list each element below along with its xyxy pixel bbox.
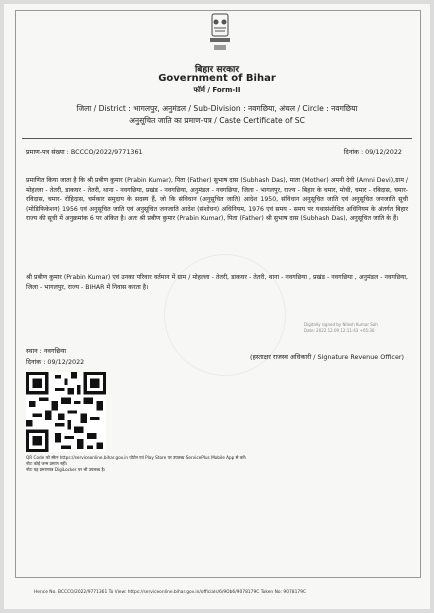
qr-note-line-3: नोटः यह प्रमाणपत्र DigiLocker पर भी उपलब्ध है। [26, 467, 106, 472]
issue-place: स्थान : नवगछिया [26, 347, 67, 355]
qr-code-icon [26, 372, 106, 452]
digital-signature [304, 322, 378, 334]
certificate-date: दिनांक : 09/12/2022 [343, 148, 402, 156]
form-number: फॉर्म / Form-II [193, 86, 241, 94]
certificate-paragraph-1: प्रमाणित किया जाता है कि श्री प्रबीण कुमार (Prabin Kumar), पिता (Father) सुभाष दास (Subhash Das), माता (Mother) अमनी देवी (Amni Devi),ग्राम / मोहल्ला - तेतरी, डाकघर - तेतरी, थाना - नवगछिया, प्रखंड - नवगछिया, अनुमंडल - नवगछिया, जिला - भागलपुर, राज्य - बिहार के चमार, मोची, चमार - रबिदास, चमार-रविदास, चमार- रोहिदास, चर्मकार समुदाय के सदस्य हैं, जो कि संविधान (अनुसूचित जाति) आदेश 1950, संविधान अनुसूचित जाति एवं अनुसूचित जनजाति सूची (मोडिफिकेशन) 1956 एवं अनुसूचित जाति एवं अनुसूचित जनजाति आदेश (संशोधन) अधिनियम, 1976 एवं समय - समय पर यथासंशोधित अधिनियम के अंतर्गत बिहार राज्य की सूची में अनुक्रमांक 6 पर अंकित है। अतः श्री प्रबीण कुमार (Prabin Kumar), पिता (Father) श्री सुभाष दास (Subhash Das), अनुसूचित जाति के हैं। [26, 177, 408, 223]
certificate-paragraph-2: श्री प्रबीण कुमार (Prabin Kumar) एवं उनका परिवार वर्तमान में ग्राम / मोहल्ला - तेतरी, डाकघर - तेतरी, थाना - नवगछिया , प्रखंड - नवगछिया , अनुमंडल - नवगछिया, जिला - भागलपुर, राज्य - BIHAR में निवास करता है। [26, 274, 408, 291]
state-name-english: Government of Bihar [158, 73, 276, 84]
qr-note-line-2: नोटः कोई जन्म प्रमाण नहीं। [26, 461, 68, 466]
issue-date: दिनांक : 09/12/2022 [26, 358, 85, 366]
officer-signature-label: (हस्ताक्षर राजस्व अधिकारी / Signature Revenue Officer) [250, 353, 404, 361]
certificate-number: प्रमाण-पत्र संख्या : BCCCO/2022/9771361 [26, 148, 143, 156]
location-line: जिला / District : भागलपुर, अनुमंडल / Sub-Division : नवगछिया, अंचल / Circle : नवगछिया [76, 104, 358, 113]
verification-footer: Hence No. BCCCO/2022/9771361 To View: https://serviceonline.bihar.gov.in/officials/6/9Ob6/9078179C Token No: 9078179C [34, 590, 307, 595]
digital-signature-name: Digitally signed by Nilesh Kumar Sah [304, 322, 378, 327]
digital-signature-date: Date: 2022.12.09 12:11:43 +05:30 [304, 328, 375, 333]
qr-instructions [26, 455, 276, 473]
qr-note-line-1: QR Code को स्कैन https://serviceonline.bihar.gov.in पोर्टल एवं Play Store पर उपलब्ध ServicePlus Mobile App से करें। [26, 455, 247, 460]
state-name-hindi: बिहार सरकार [194, 65, 240, 75]
certificate-page [4, 4, 430, 609]
state-emblem-icon [206, 12, 234, 54]
issue-place-block [26, 346, 84, 368]
certificate-title: अनुसूचित जाति का प्रमाण-पत्र / Caste Certificate of SC [129, 116, 305, 125]
divider [22, 138, 412, 139]
